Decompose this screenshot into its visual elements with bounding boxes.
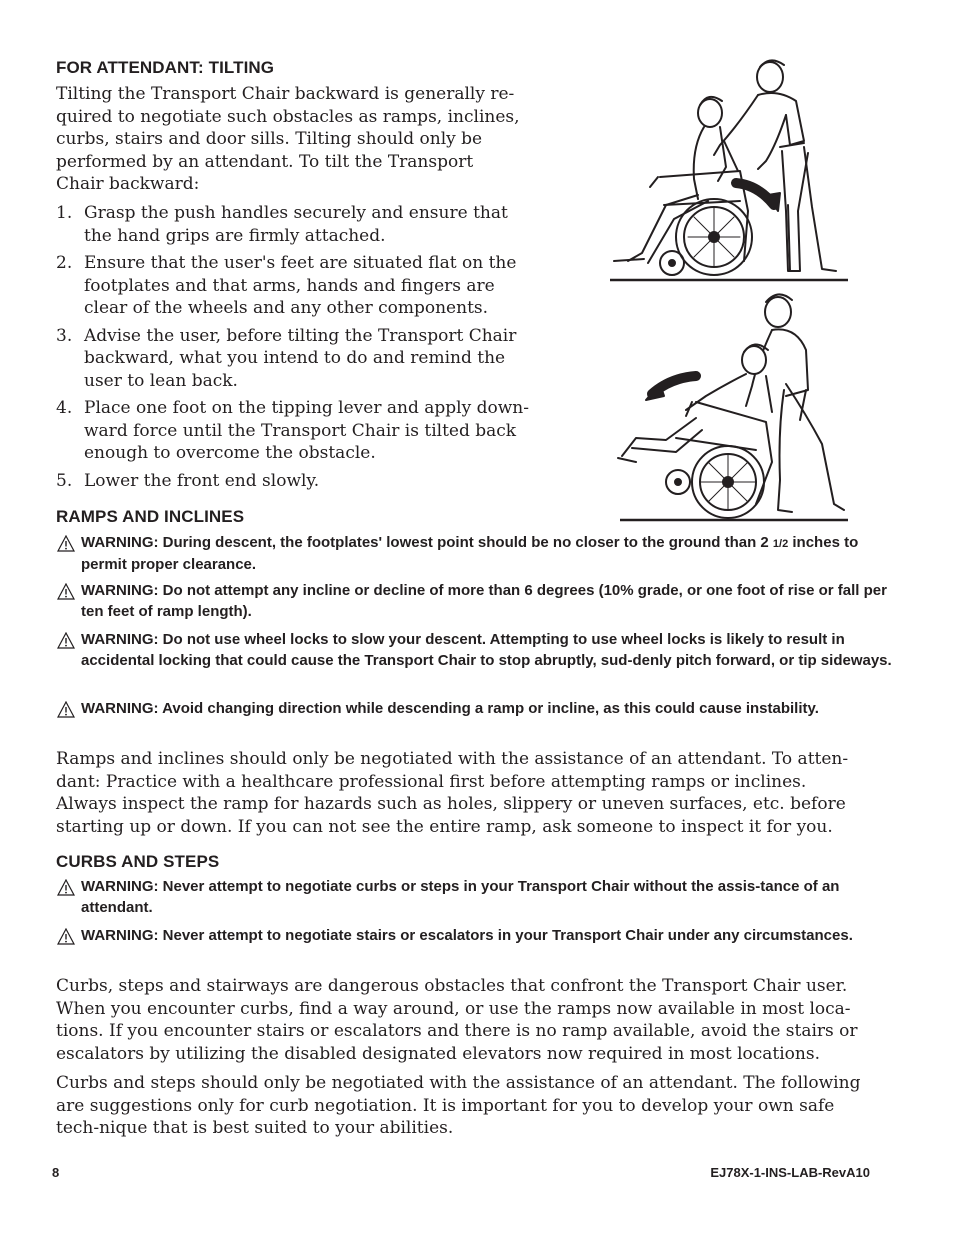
curbs-body-1: Curbs, steps and stairways are dangerous obstacles that confront the Transport Chair user. When you encounter curbs, find a way around, or use the ramps now available in most loca-tions. If you encounter stairs or escalators and there is no ramp available, avoid the stairs or escalators by utilizing the disabled designated elevators now required in most locations. (56, 976, 858, 1064)
ramps-warning-3: WARNING: Do not use wheel locks to slow your descent. Attempting to use wheel locks is likely to result in accidental locking that could cause the Transport Chair to stop abruptly, sud-denly pitch forward, or tip sideways. (56, 630, 896, 671)
warning-triangle-icon (57, 535, 75, 552)
ramps-body: Ramps and inclines should only be negotiated with the assistance of an attendant. To atten-dant: Practice with a healthcare professional first before attempting ramps or inclines. Always inspect the ramp for hazards such as holes, slippery or uneven surfaces, etc. before starting up or down. If you can not see the entire ramp, ask someone to inspect it for you. (56, 749, 849, 837)
ramps-warning-2: WARNING: Do not attempt any incline or decline of more than 6 degrees (10% grade, or one foot of rise or fall per ten feet of ramp length). (56, 581, 896, 622)
ramps-warning-4: WARNING: Avoid changing direction while descending a ramp or incline, as this could cause instability. (56, 699, 896, 720)
curbs-warning-2: WARNING: Never attempt to negotiate stairs or escalators in your Transport Chair under any circumstances. (56, 926, 896, 947)
tilting-heading: FOR ATTENDANT: TILTING (56, 58, 275, 77)
document-code: EJ78X-1-INS-LAB-RevA10 (710, 1165, 870, 1180)
warning-triangle-icon (57, 701, 75, 718)
page-number: 8 (52, 1165, 60, 1180)
step-item: 1. Grasp the push handles securely and ensure that the hand grips are firmly attached. (56, 203, 508, 246)
tilting-intro: Tilting the Transport Chair backward is generally re-quired to negotiate such obstacles as ramps, inclines, curbs, stairs and door sills. Tilting should only be performed by an attendant. To tilt the Transport Chair backward: (56, 84, 520, 195)
curbs-body-2: Curbs and steps should only be negotiated with the assistance of an attendant. The following are suggestions only for curb negotiation. It is important for you to develop your own safe tech-nique that is best suited to your abilities. (56, 1073, 861, 1139)
warning-triangle-icon (57, 928, 75, 945)
chair-tilted-back-illustration (616, 290, 851, 526)
warning-triangle-icon (57, 879, 75, 896)
warning-triangle-icon (57, 583, 75, 600)
ramps-warning-1: WARNING: During descent, the footplates' lowest point should be no closer to the ground than 2 1/2 inches to permit proper clearance. (56, 533, 896, 575)
step-item: 5. Lower the front end slowly. (56, 470, 320, 491)
step-item: 3. Advise the user, before tilting the Transport Chair backward, what you intend to do and remind the user to lean back. (56, 325, 517, 391)
attendant-pushing-chair-illustration (608, 55, 853, 287)
warning-triangle-icon (57, 632, 75, 649)
step-item: 4. Place one foot on the tipping lever and apply down-ward force until the Transport Chair is tilted back enough to overcome the obstacle. (56, 398, 529, 464)
step-item: 2. Ensure that the user's feet are situated flat on the footplates and that arms, hands and fingers are clear of the wheels and any other components. (56, 252, 517, 319)
tilting-steps (56, 202, 536, 497)
ramps-heading: RAMPS AND INCLINES (56, 507, 245, 526)
curbs-warning-1: WARNING: Never attempt to negotiate curbs or steps in your Transport Chair without the assis-tance of an attendant. (56, 877, 896, 918)
curbs-heading: CURBS AND STEPS (56, 852, 220, 871)
